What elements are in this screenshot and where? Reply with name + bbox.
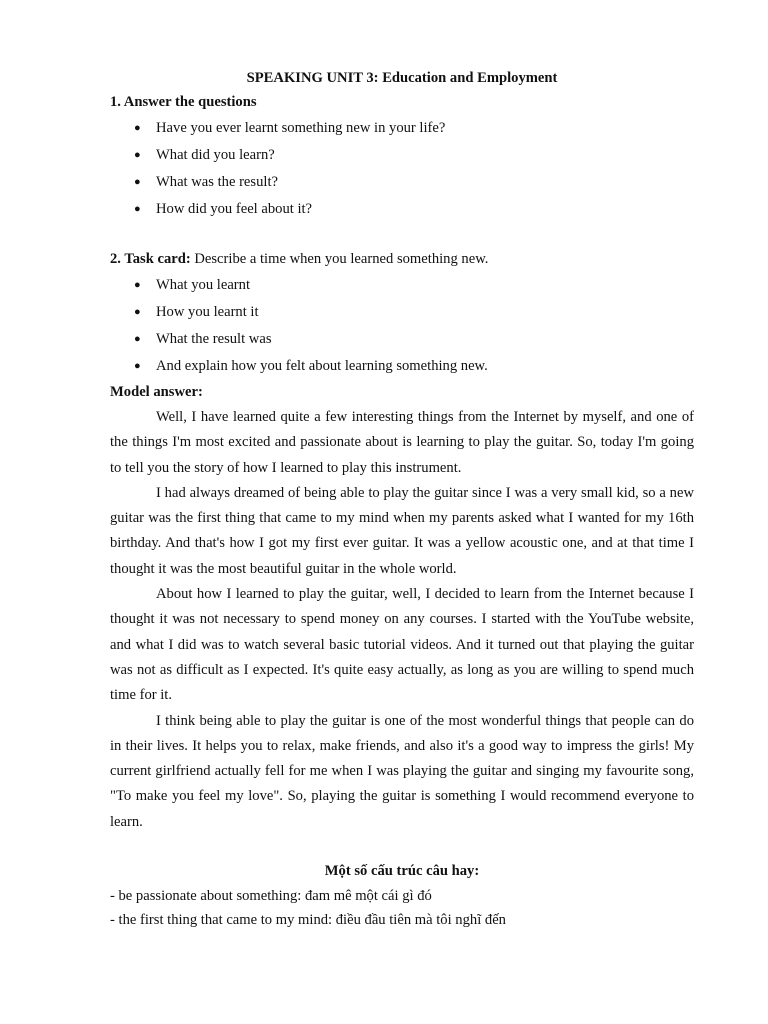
- list-item: ● What you learnt: [110, 272, 694, 299]
- bullet-icon: ●: [134, 306, 141, 318]
- model-answer-paragraph: I think being able to play the guitar is one of the most wonderful things that people can do in their lives. It helps you to relax, make friends, and also it's a good way to impress the girls! My current girlfriend actually fell for me when I was playing the guitar and singing my favourite song, "To make you feel my love". So, playing the guitar is something I would recommend everyone to learn.: [110, 712, 694, 830]
- model-answer-paragraph: About how I learned to play the guitar, well, I decided to learn from the Internet because I thought it was not necessary to spend money on any courses. I started with the YouTube website, and what I did was to watch several basic tutorial videos. And it turned out that playing the guitar was not as difficult as I expected. It's quite easy actually, as long as you are willing to spend much time for it.: [110, 586, 694, 704]
- structure-item: - be passionate about something: đam mê một cái gì đó: [110, 888, 432, 905]
- bullet-icon: ●: [134, 203, 141, 215]
- document-page: [110, 66, 694, 932]
- list-item: ● And explain how you felt about learning something new.: [110, 353, 694, 380]
- list-item: ● What was the result?: [110, 169, 694, 196]
- model-answer-paragraph: Well, I have learned quite a few interesting things from the Internet by myself, and one of the things I'm most excited and passionate about is learning to play the guitar. So, today I'm going to tell you the story of how I learned to play this instrument.: [110, 409, 694, 476]
- bullet-icon: ●: [134, 149, 141, 161]
- model-answer-heading: Model answer:: [110, 384, 203, 400]
- bullet-icon: ●: [134, 122, 141, 134]
- spacer: [110, 835, 694, 859]
- structures-heading: Một số cấu trúc câu hay:: [324, 863, 480, 880]
- bullet-icon: ●: [134, 176, 141, 188]
- list-item: ● Have you ever learnt something new in your life?: [110, 115, 694, 142]
- document-title: SPEAKING UNIT 3: Education and Employment: [246, 70, 558, 86]
- bullet-icon: ●: [134, 360, 141, 372]
- list-item: ● What the result was: [110, 326, 694, 353]
- structure-item: - the first thing that came to my mind: điều đầu tiên mà tôi nghĩ đến: [110, 912, 506, 929]
- bullet-icon: ●: [134, 279, 141, 291]
- list-item: ● How you learnt it: [110, 299, 694, 326]
- section1-heading: 1. Answer the questions: [110, 94, 257, 110]
- list-item: ● What did you learn?: [110, 142, 694, 169]
- task-points-list: [110, 272, 694, 380]
- list-item: ● How did you feel about it?: [110, 196, 694, 223]
- model-answer-paragraph: I had always dreamed of being able to play the guitar since I was a very small kid, so a new guitar was the first thing that came to my mind when my parents asked what I wanted for my 16th birthday. And that's how I got my first ever guitar. It was a yellow acoustic one, and at that time I thought it was the most beautiful guitar in the whole world.: [110, 484, 694, 577]
- spacer: [110, 223, 694, 247]
- questions-list: [110, 115, 694, 223]
- section2-heading: 2. Task card: Describe a time when you learned something new.: [110, 251, 489, 267]
- bullet-icon: ●: [134, 333, 141, 345]
